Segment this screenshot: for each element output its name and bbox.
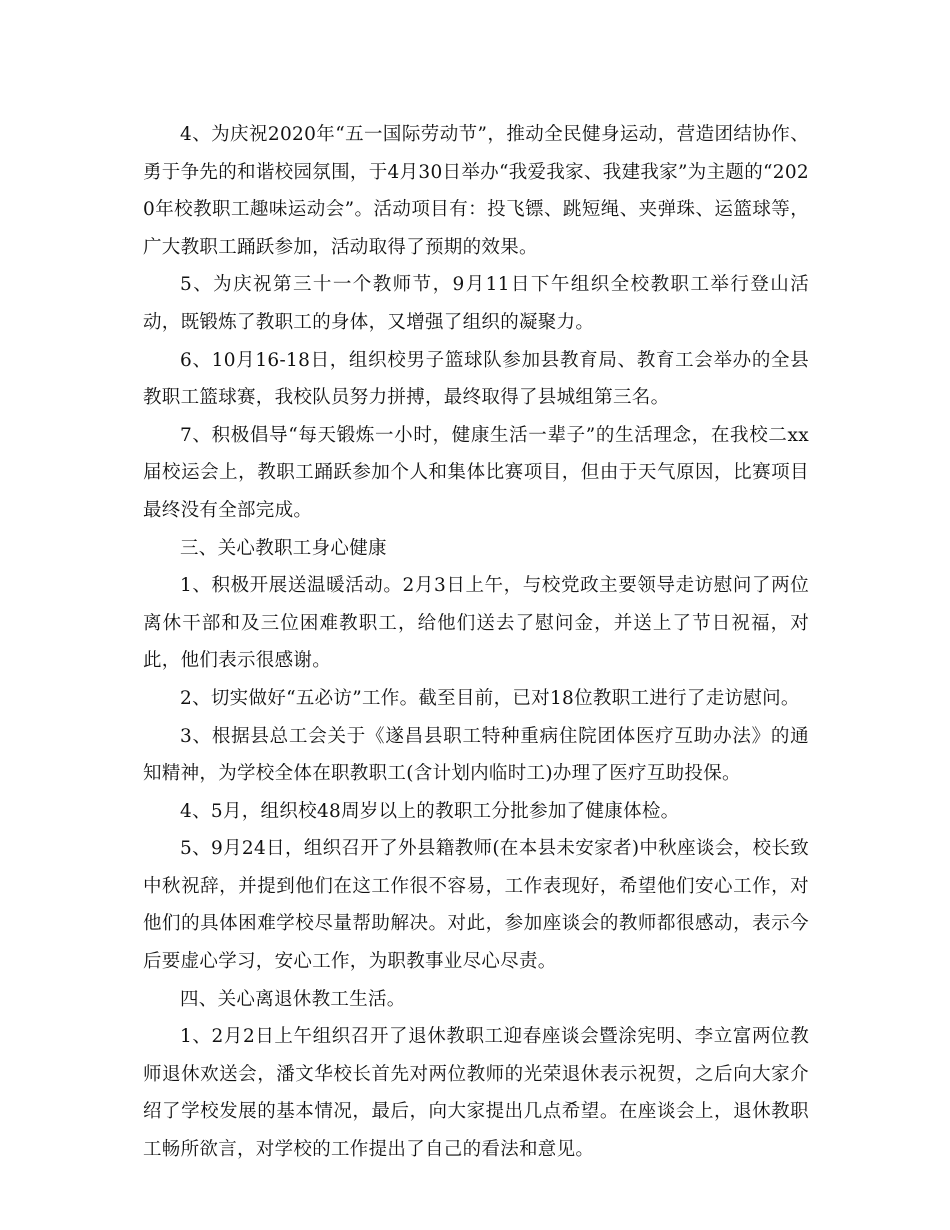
paragraph-item-4-sports-meet: 4、为庆祝2020年“五一国际劳动节”，推动全民健身运动，营造团结协作、勇于争先的和谐校园氛围，于4月30日举办“我爱我家、我建我家”为主题的“2020年校教职工趣味运动会”。活动项目有：投飞镖、跳短绳、夹弹珠、运篮球等，广大教职工踊跃参加，活动取得了预期的效果。: [143, 124, 809, 258]
paragraph-health-item-1: 1、积极开展送温暖活动。2月3日上午，与校党政主要领导走访慰问了两位离休干部和及三位困难教职工，给他们送去了慰问金，并送上了节日祝福，对此，他们表示很感谢。: [143, 575, 809, 672]
document-body: [143, 116, 809, 1169]
paragraph-retirees-item-1: 1、2月2日上午组织召开了退休教职工迎春座谈会暨涂宪明、李立富两位教师退休欢送会，潘文华校长首先对两位教师的光荣退休表示祝贺，之后向大家介绍了学校发展的基本情况，最后，向大家提出几点希望。在座谈会上，退休教职工畅所欲言，对学校的工作提出了自己的看法和意见。: [143, 1026, 809, 1161]
paragraph-health-item-3: 3、根据县总工会关于《遂昌县职工特种重病住院团体医疗互助办法》的通知精神，为学校全体在职教职工(含计划内临时工)办理了医疗互助投保。: [143, 725, 809, 785]
paragraph-health-item-4: 4、5月，组织校48周岁以上的教职工分批参加了健康体检。: [180, 800, 680, 822]
paragraph-item-5-teachers-day: 5、为庆祝第三十一个教师节，9月11日下午组织全校教职工举行登山活动，既锻炼了教职工的身体，又增强了组织的凝聚力。: [143, 274, 809, 333]
paragraph-item-6-basketball: 6、10月16-18日，组织校男子篮球队参加县教育局、教育工会举办的全县教职工篮球赛，我校队员努力拼搏，最终取得了县城组第三名。: [143, 349, 809, 409]
section-heading-health: 三、关心教职工身心健康: [180, 537, 387, 559]
paragraph-item-7-exercise: 7、积极倡导“每天锻炼一小时，健康生活一辈子”的生活理念，在我校二xx届校运会上，教职工踊跃参加个人和集体比赛项目，但由于天气原因，比赛项目最终没有全部完成。: [143, 424, 809, 521]
paragraph-health-item-5: 5、9月24日，组织召开了外县籍教师(在本县未安家者)中秋座谈会，校长致中秋祝辞，并提到他们在这工作很不容易，工作表现好，希望他们安心工作，对他们的具体困难学校尽量帮助解决。对此，参加座谈会的教师都很感动，表示今后要虚心学习，安心工作，为职教事业尽心尽责。: [143, 838, 809, 973]
paragraph-health-item-2: 2、切实做好“五必访”工作。截至目前，已对18位教职工进行了走访慰问。: [180, 687, 800, 709]
section-heading-retirees: 四、关心离退休教工生活。: [180, 988, 406, 1010]
